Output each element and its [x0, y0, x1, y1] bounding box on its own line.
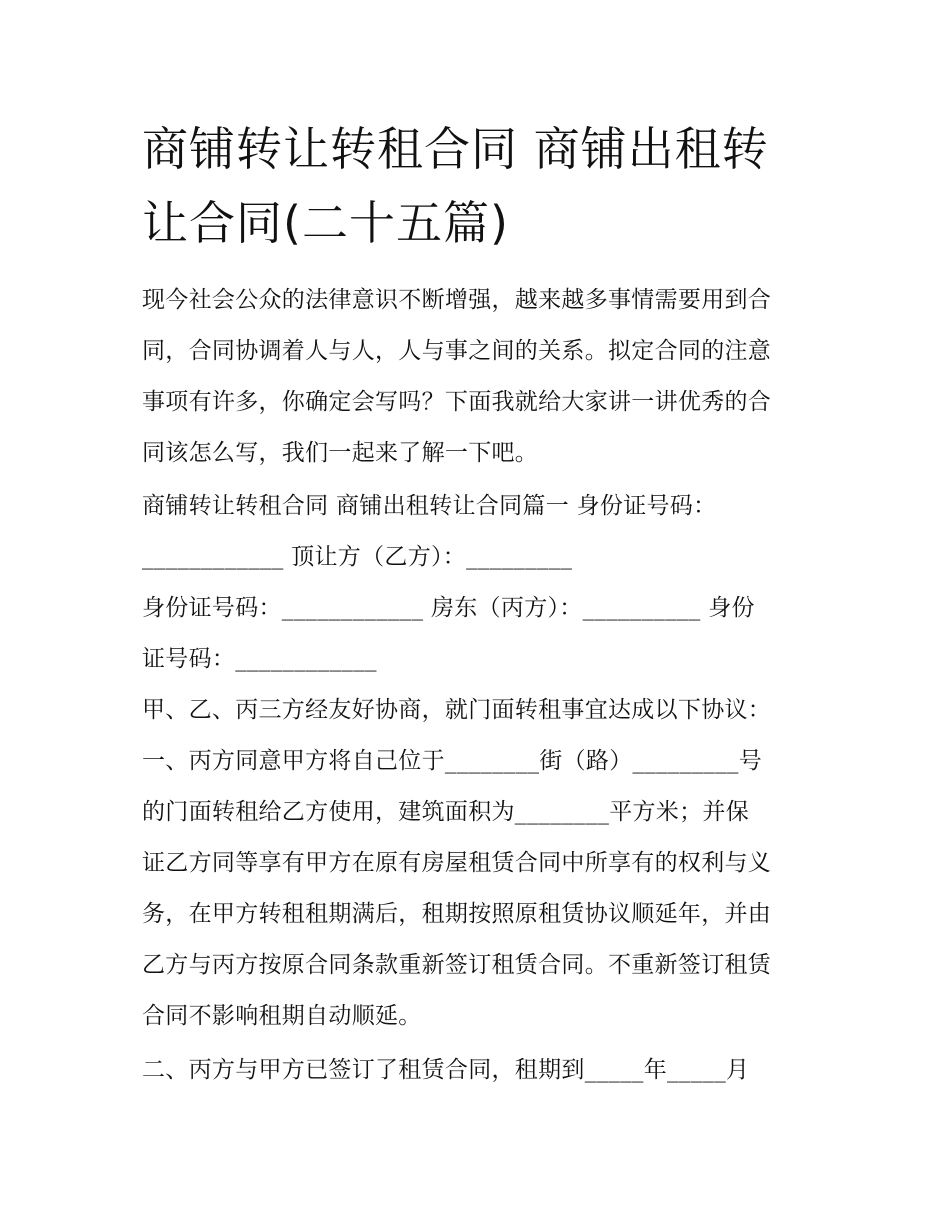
intro-line: 事项有许多，你确定会写吗？下面我就给大家讲一讲优秀的合	[142, 389, 772, 415]
section-heading-line: 商铺转让转租合同 商铺出租转让合同篇一 身份证号码：	[142, 493, 717, 519]
clause-one-line: 合同不影响租期自动顺延。	[142, 1003, 422, 1029]
clause-one-line: 证乙方同等享有甲方在原有房屋租赁合同中所享有的权利与义	[142, 850, 772, 876]
landlord-line: 身份证号码：____________ 房东（丙方）：__________ 身份	[142, 595, 755, 621]
clause-one-line: 的门面转租给乙方使用，建筑面积为________平方米；并保	[142, 799, 749, 825]
clause-one-line: 一、丙方同意甲方将自己位于________街（路）_________号	[142, 748, 762, 774]
id-number-line: 证号码：____________	[142, 646, 377, 672]
agreement-intro-line: 甲、乙、丙三方经友好协商，就门面转租事宜达成以下协议：	[142, 697, 772, 723]
document-title	[142, 112, 832, 260]
clause-one-line: 乙方与丙方按原合同条款重新签订租赁合同。不重新签订租赁	[142, 952, 772, 978]
clause-one-line: 务，在甲方转租租期满后，租期按照原租赁协议顺延年，并由	[142, 901, 772, 927]
intro-line: 同，合同协调着人与人，人与事之间的关系。拟定合同的注意	[142, 338, 772, 364]
clause-two-line: 二、丙方与甲方已签订了租赁合同，租期到_____年_____月	[142, 1057, 750, 1083]
title-line-2: 让合同(二十五篇)	[142, 196, 509, 250]
intro-line: 现今社会公众的法律意识不断增强，越来越多事情需要用到合	[142, 287, 772, 313]
party-b-line: ____________ 顶让方（乙方）：_________	[142, 544, 573, 570]
title-line-1: 商铺转让转租合同 商铺出租转	[142, 122, 769, 176]
intro-line: 同该怎么写，我们一起来了解一下吧。	[142, 440, 539, 466]
